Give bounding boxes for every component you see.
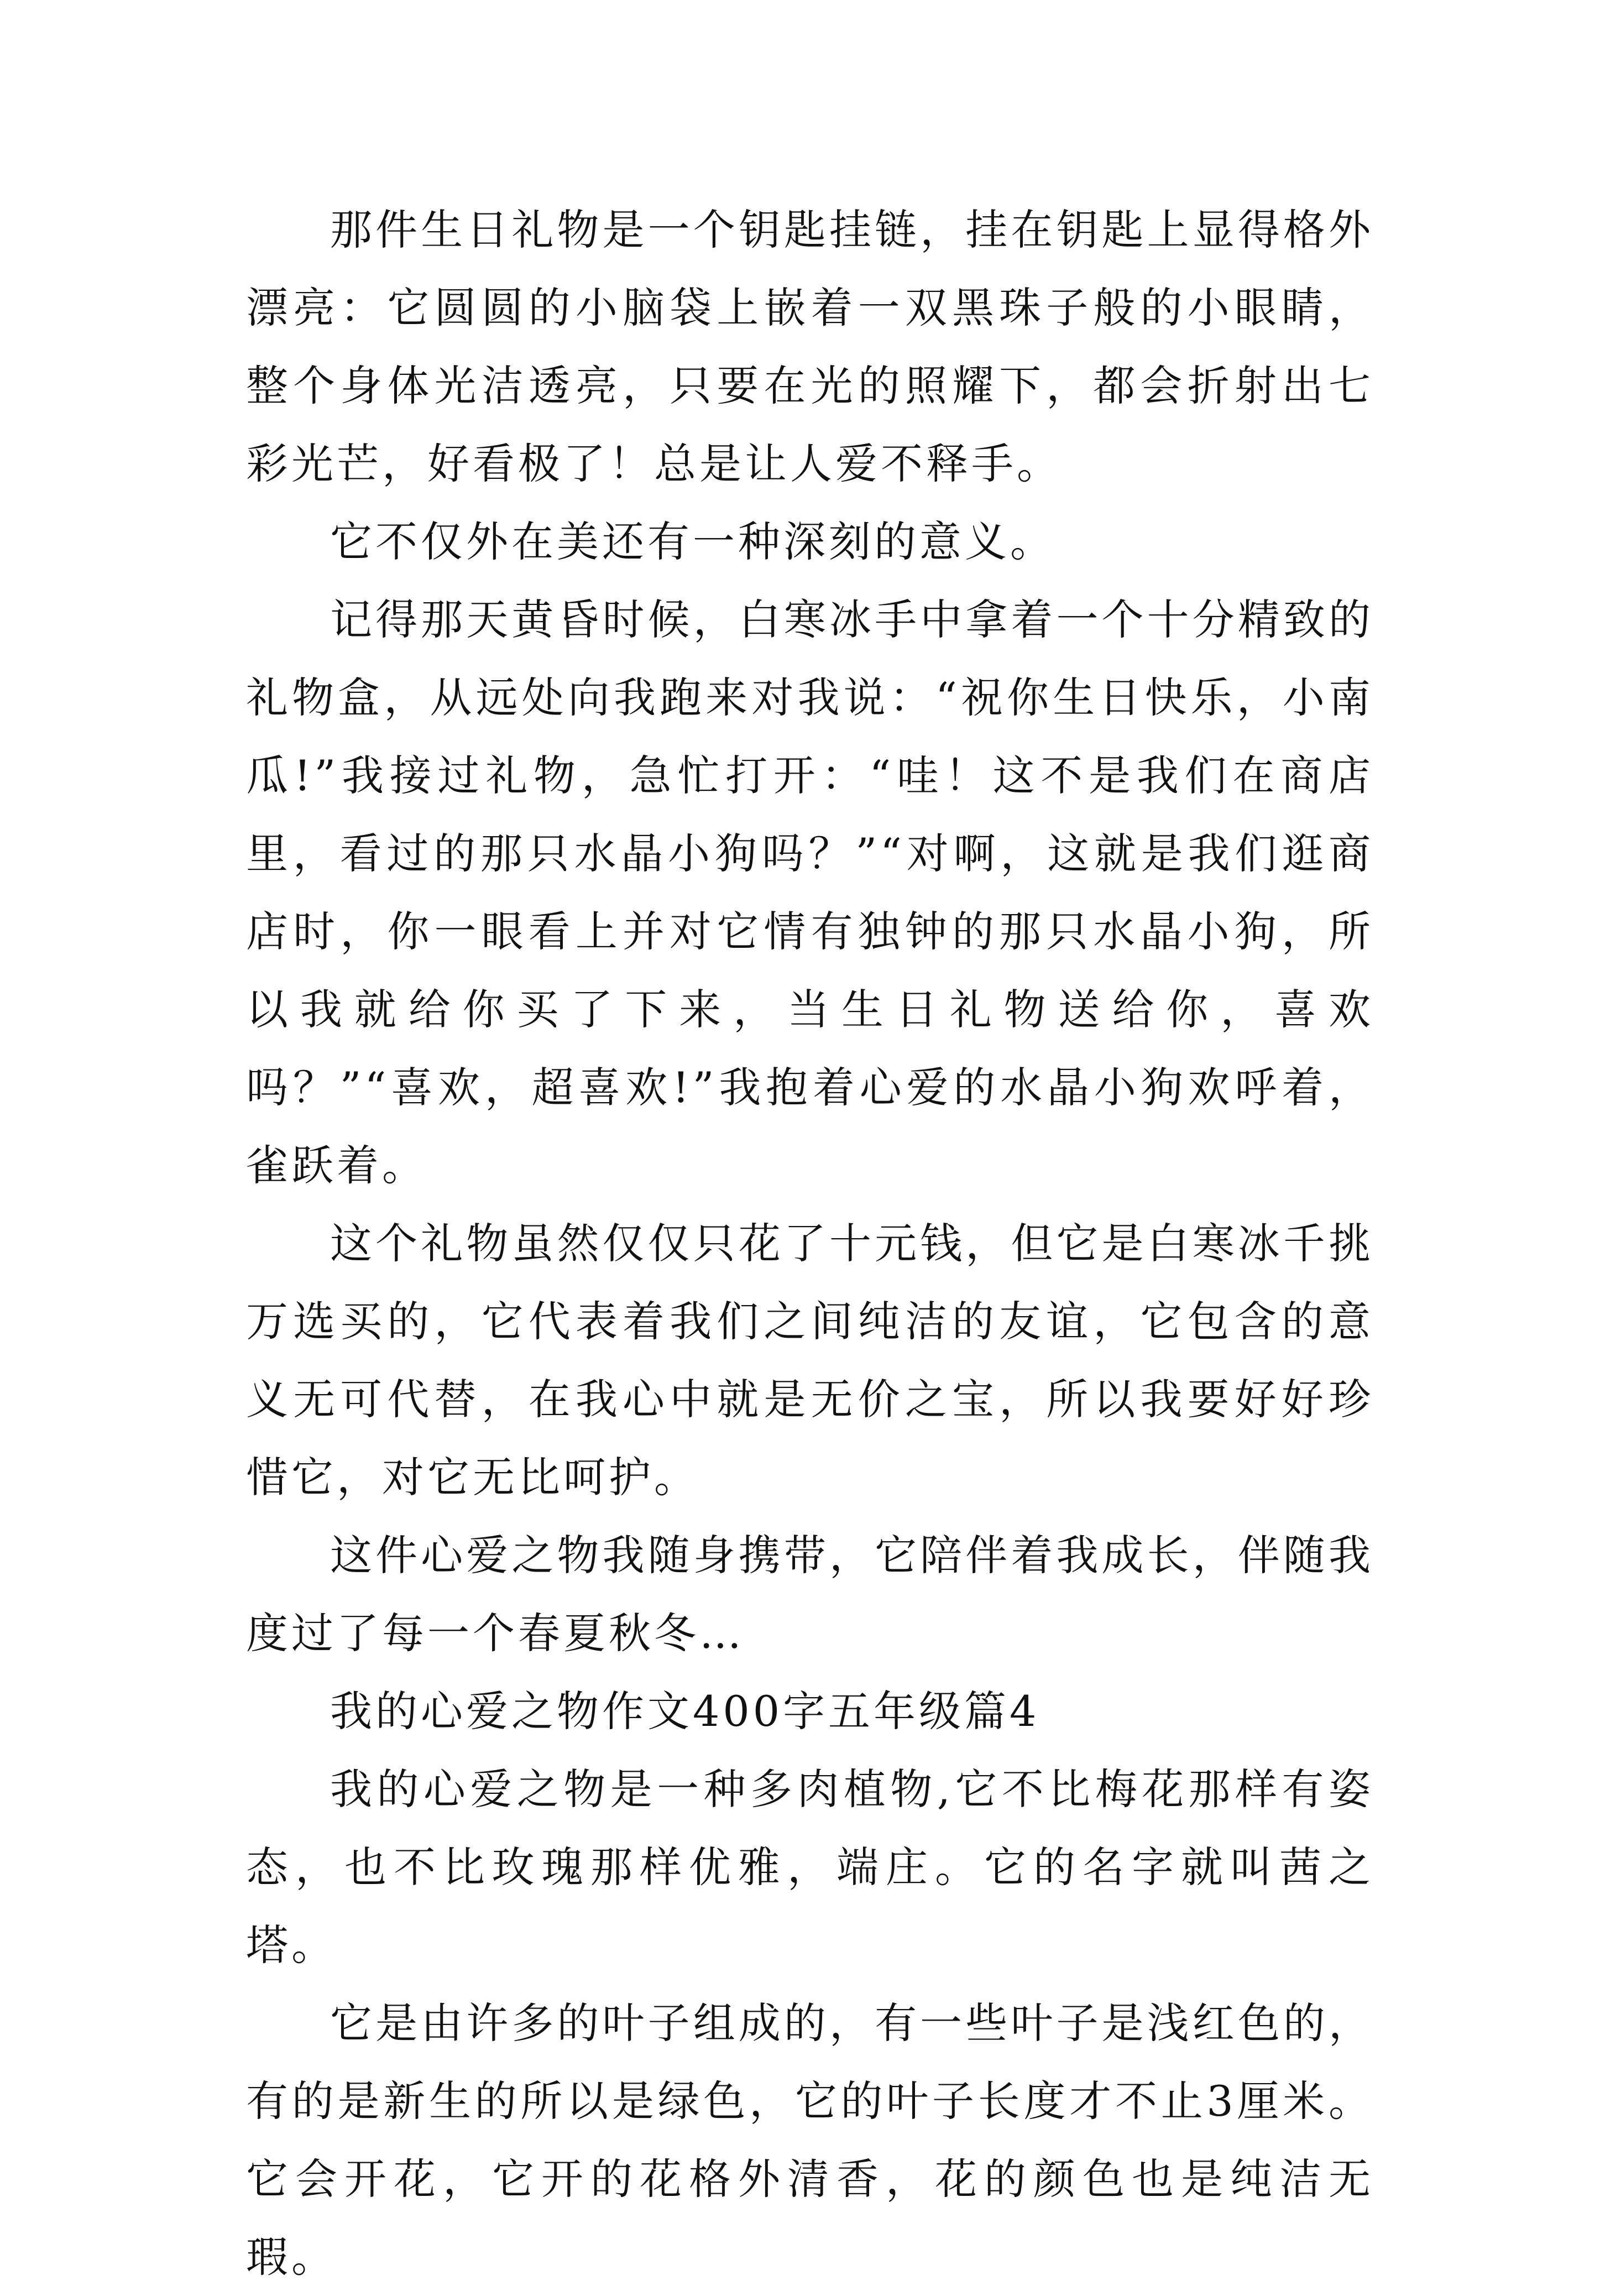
paragraph-deeper-meaning: 它不仅外在美还有一种深刻的意义。 (330, 517, 1055, 566)
essay-body (246, 191, 1374, 2296)
paragraph-succulent-leaves: 它是由许多的叶子组成的，有一些叶子是浅红色的，有的是新生的所以是绿色，它的叶子长度才不止3厘米。它会开花，它开的花格外清香，花的颜色也是纯洁无瑕。 (246, 1998, 1374, 2282)
essay-heading-part-4: 我的心爱之物作文400字五年级篇4 (330, 1687, 1040, 1736)
paragraph-keychain-description: 那件生日礼物是一个钥匙挂链，挂在钥匙上显得格外漂亮：它圆圆的小脑袋上嵌着一双黑珠子般的小眼睛，整个身体光洁透亮，只要在光的照耀下，都会折射出七彩光芒，好看极了！总是让人爱不释手。 (246, 205, 1374, 488)
paragraph-friendship-value: 这个礼物虽然仅仅只花了十元钱，但它是白寒冰千挑万选买的，它代表着我们之间纯洁的友谊，它包含的意义无可代替，在我心中就是无价之宝，所以我要好好珍惜它，对它无比呵护。 (246, 1219, 1374, 1502)
paragraph-companion: 这件心爱之物我随身携带，它陪伴着我成长，伴随我度过了每一个春夏秋冬… (246, 1531, 1374, 1658)
paragraph-succulent-intro: 我的心爱之物是一种多肉植物,它不比梅花那样有姿态，也不比玫瑰那样优雅，端庄。它的名字就叫茜之塔。 (246, 1765, 1374, 1970)
paragraph-birthday-memory: 记得那天黄昏时候，白寒冰手中拿着一个十分精致的礼物盒，从远处向我跑来对我说：“祝你生日快乐，小南瓜!”我接过礼物，急忙打开：“哇！这不是我们在商店里，看过的那只水晶小狗吗？”“对啊，这就是我们逛商店时，你一眼看上并对它情有独钟的那只水晶小狗，所以我就给你买了下来，当生日礼物送给你，喜欢吗？”“喜欢，超喜欢!”我抱着心爱的水晶小狗欢呼着，雀跃着。 (246, 595, 1374, 1190)
